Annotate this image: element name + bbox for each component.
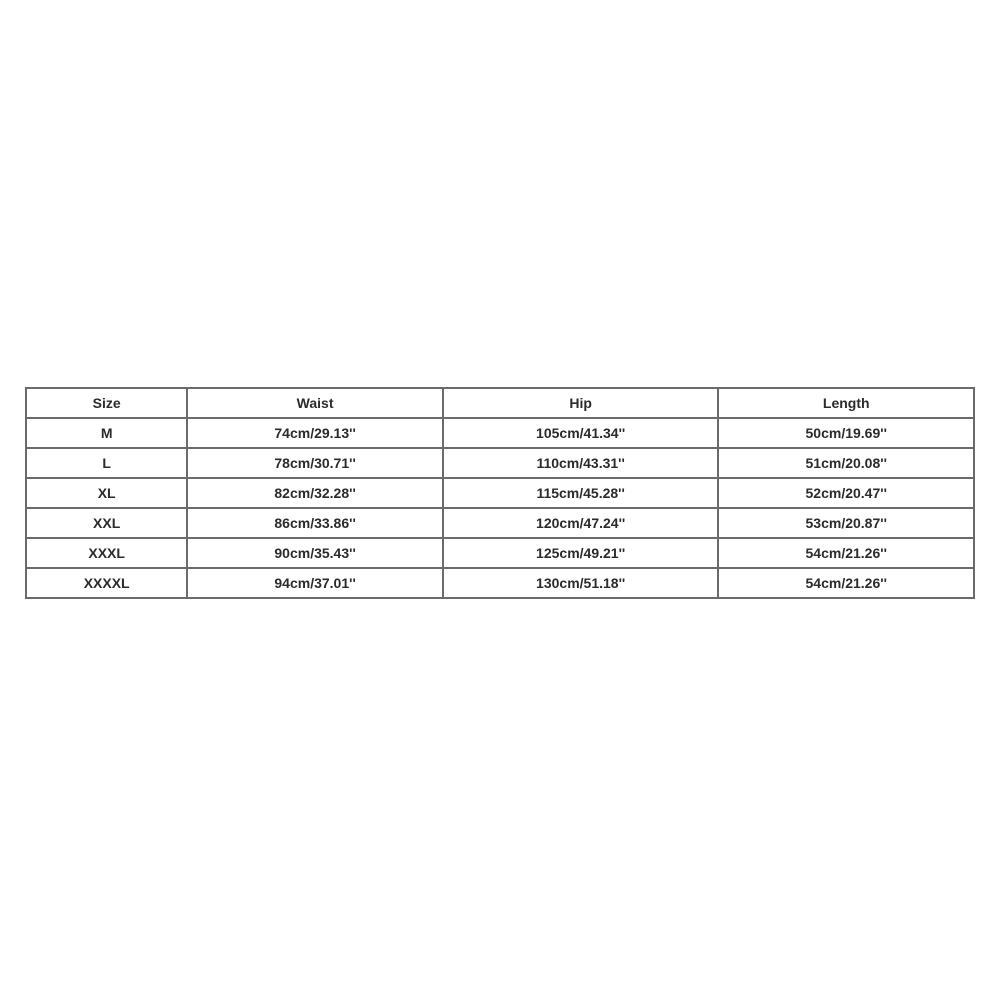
- table-row: [26, 478, 974, 508]
- cell-length: 50cm/19.69'': [718, 418, 974, 448]
- header-hip: Hip: [443, 388, 719, 418]
- cell-size: XXXL: [26, 538, 187, 568]
- cell-size: L: [26, 448, 187, 478]
- header-length: Length: [718, 388, 974, 418]
- cell-waist: 86cm/33.86'': [187, 508, 443, 538]
- cell-size: M: [26, 418, 187, 448]
- cell-waist: 74cm/29.13'': [187, 418, 443, 448]
- table-row: [26, 418, 974, 448]
- header-waist: Waist: [187, 388, 443, 418]
- cell-length: 51cm/20.08'': [718, 448, 974, 478]
- cell-hip: 125cm/49.21'': [443, 538, 719, 568]
- cell-hip: 120cm/47.24'': [443, 508, 719, 538]
- cell-length: 54cm/21.26'': [718, 538, 974, 568]
- table-row: [26, 448, 974, 478]
- cell-waist: 90cm/35.43'': [187, 538, 443, 568]
- table-row: [26, 508, 974, 538]
- cell-size: XL: [26, 478, 187, 508]
- cell-hip: 130cm/51.18'': [443, 568, 719, 598]
- cell-waist: 82cm/32.28'': [187, 478, 443, 508]
- cell-length: 52cm/20.47'': [718, 478, 974, 508]
- table-row: [26, 568, 974, 598]
- size-chart-table: [25, 387, 975, 599]
- cell-hip: 115cm/45.28'': [443, 478, 719, 508]
- table-header-row: [26, 388, 974, 418]
- table-row: [26, 538, 974, 568]
- cell-waist: 78cm/30.71'': [187, 448, 443, 478]
- cell-hip: 110cm/43.31'': [443, 448, 719, 478]
- cell-length: 54cm/21.26'': [718, 568, 974, 598]
- cell-waist: 94cm/37.01'': [187, 568, 443, 598]
- header-size: Size: [26, 388, 187, 418]
- cell-size: XXL: [26, 508, 187, 538]
- cell-length: 53cm/20.87'': [718, 508, 974, 538]
- cell-hip: 105cm/41.34'': [443, 418, 719, 448]
- cell-size: XXXXL: [26, 568, 187, 598]
